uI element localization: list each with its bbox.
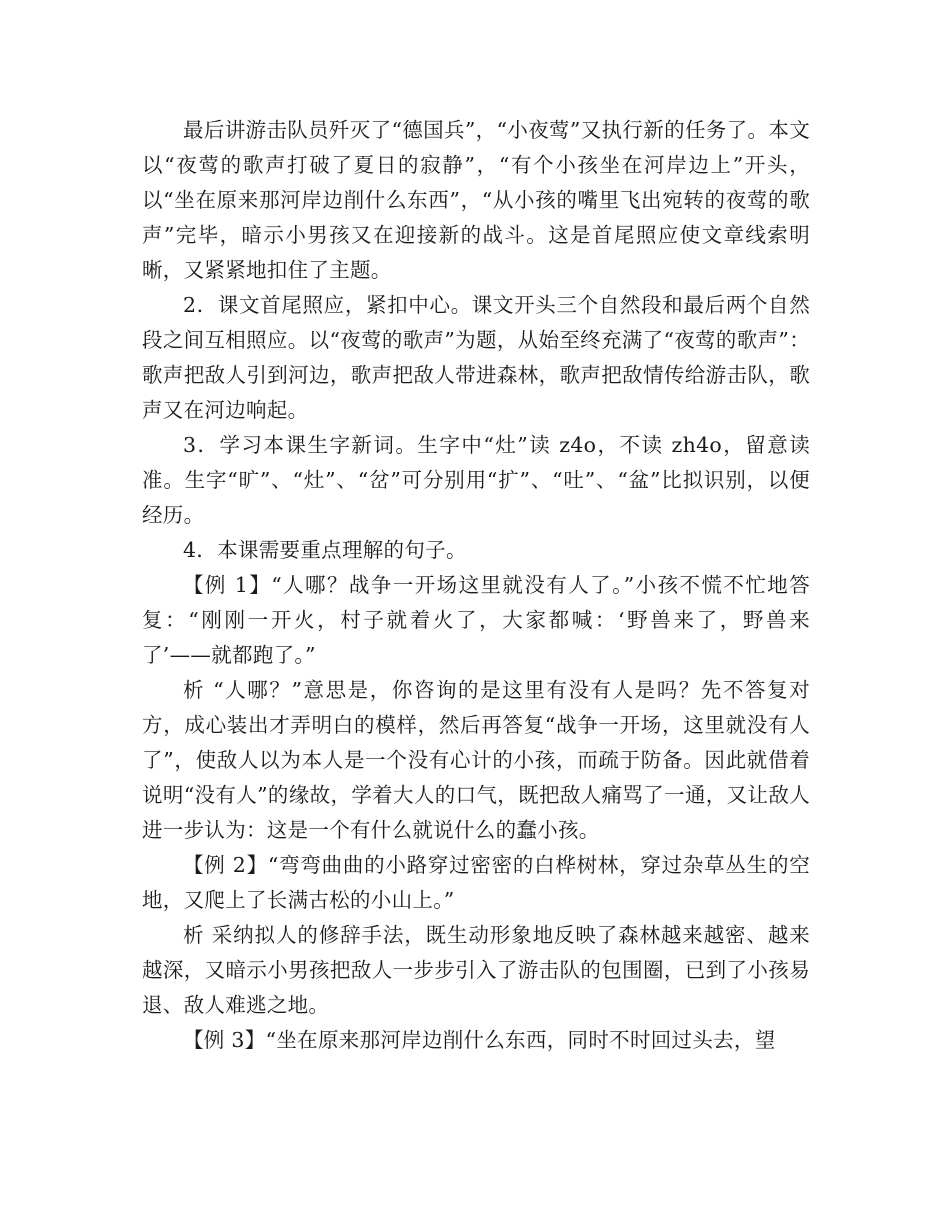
document-page [142,113,810,1058]
analysis-2: 析 采纳拟人的修辞手法，既生动形象地反映了森林越来越密、越来越深，又暗示小男孩把敌人一步步引入了游击队的包围圈，已到了小孩易退、敌人难逃之地。 [142,923,810,1017]
example-1: 【例 1】“人哪？战争一开场这里就没有人了。”小孩不慌不忙地答复：“刚刚一开火，村子就着火了，大家都喊：‘野兽来了，野兽来了’——就都跑了。” [142,573,810,667]
paragraph-2: 2．课文首尾照应，紧扣中心。课文开头三个自然段和最后两个自然段之间互相照应。以“夜莺的歌声”为题，从始至终充满了“夜莺的歌声”：歌声把敌人引到河边，歌声把敌人带进森林，歌声把敌情传给游击队，歌声又在河边响起。 [142,293,810,422]
paragraph-4: 4．本课需要重点理解的句子。 [183,538,467,562]
analysis-1: 析 “人哪？”意思是，你咨询的是这里有没有人是吗？先不答复对方，成心装出才弄明白的模样，然后再答复“战争一开场，这里就没有人了”，使敌人以为本人是一个没有心计的小孩，而疏于防备。因此就借着说明“没有人”的缘故，学着大人的口气，既把敌人痛骂了一通，又让敌人进一步认为：这是一个有什么就说什么的蠢小孩。 [142,678,810,842]
paragraph-3: 3．学习本课生字新词。生字中“灶”读 z4o，不读 zh4o，留意读准。生字“旷”、“灶”、“岔”可分别用“扩”、“吐”、“盆”比拟识别，以便经历。 [142,433,810,527]
paragraph-1: 最后讲游击队员歼灭了“德国兵”，“小夜莺”又执行新的任务了。本文以“夜莺的歌声打破了夏日的寂静”，“有个小孩坐在河岸边上”开头，以“坐在原来那河岸边削什么东西”，“从小孩的嘴里飞出宛转的夜莺的歌声”完毕，暗示小男孩又在迎接新的战斗。这是首尾照应使文章线索明晰，又紧紧地扣住了主题。 [142,118,810,282]
example-2: 【例 2】“弯弯曲曲的小路穿过密密的白桦树林，穿过杂草丛生的空地，又爬上了长满古松的小山上。” [142,853,810,912]
example-3: 【例 3】“坐在原来那河岸边削什么东西，同时不时回过头去，望 [183,1028,776,1052]
